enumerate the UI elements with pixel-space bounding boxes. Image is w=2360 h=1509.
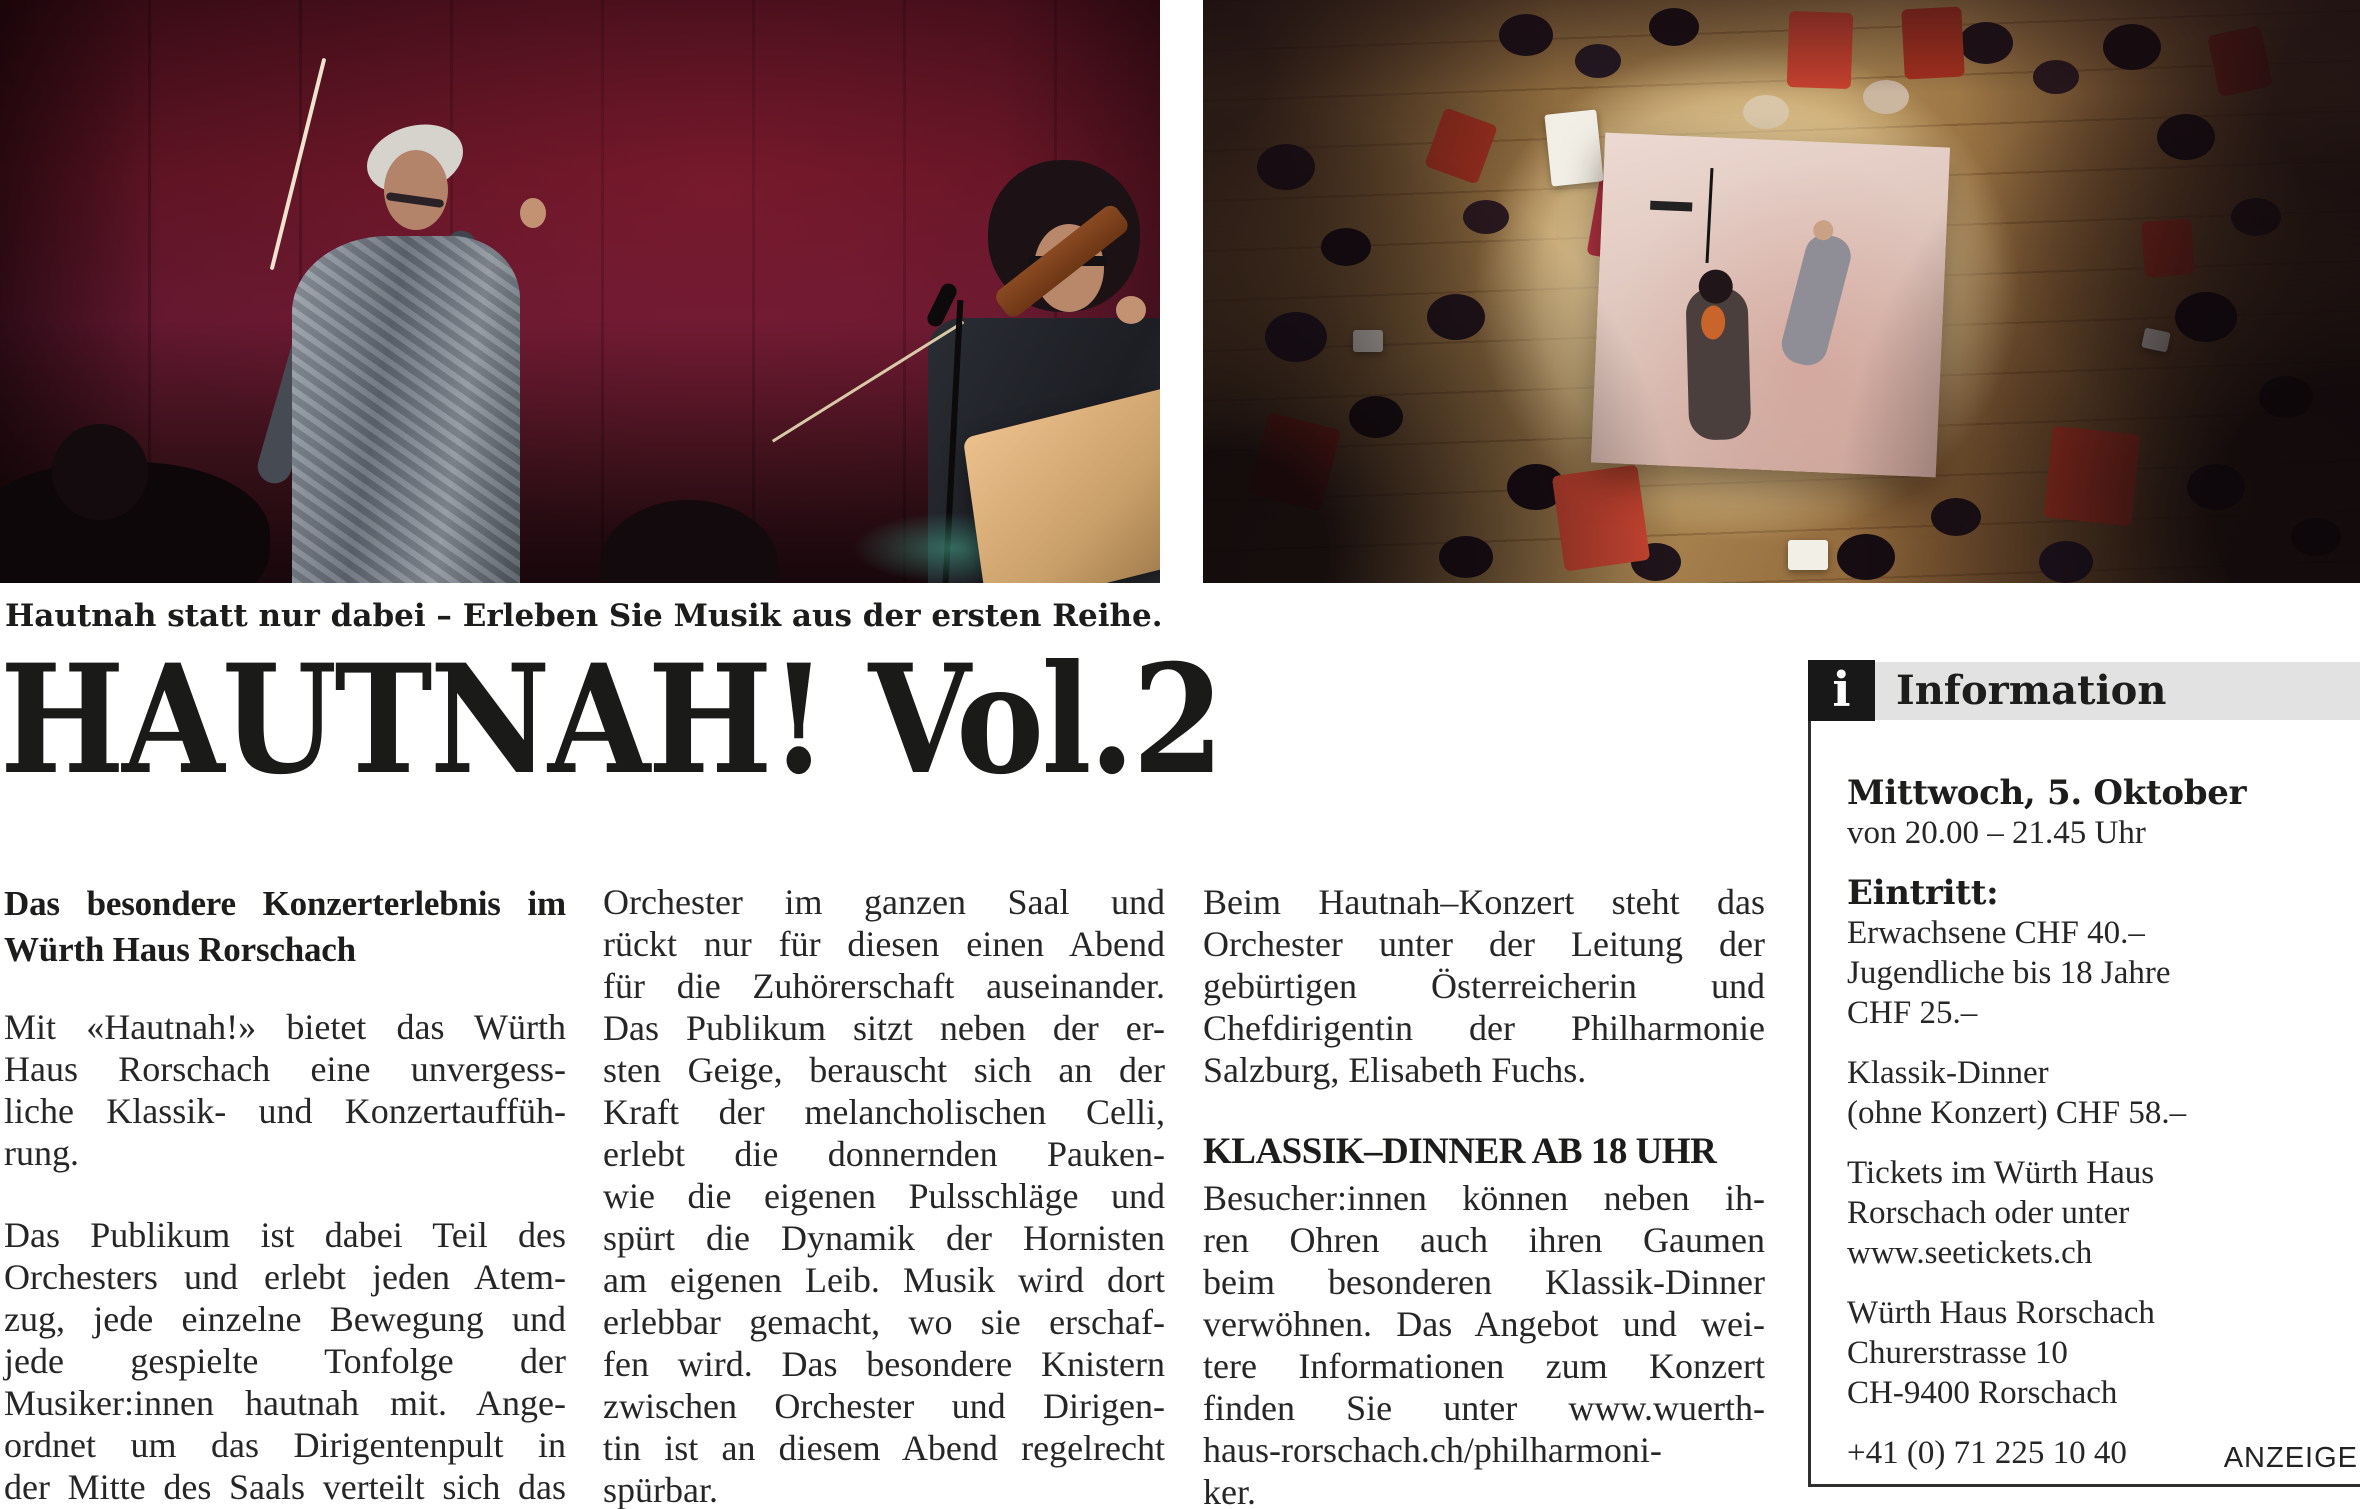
page-title: HAUTNAH! Vol.2 xyxy=(0,632,1222,808)
text-block-para xyxy=(1203,1177,1765,1509)
infobox-line: Klassik-Dinner xyxy=(1847,1055,2049,1091)
text-line: rung. xyxy=(4,1133,79,1173)
text-line: Beim Hautnah–Konzert steht das xyxy=(1203,882,1765,922)
text-line: KLASSIK–DINNER AB 18 UHR xyxy=(1203,1131,1717,1172)
infobox-group xyxy=(1847,873,2352,1033)
text-line: liche Klassik- und Konzertauffüh- xyxy=(4,1091,566,1131)
infobox-line: CHF 25.– xyxy=(1847,995,1978,1031)
text-line: jede gespielte Tonfolge der xyxy=(4,1341,566,1381)
text-line: sten Geige, berauscht sich an der xyxy=(603,1050,1165,1090)
audience-head xyxy=(52,424,148,520)
text-line: Orchesters und erlebt jeden Atem- xyxy=(4,1257,566,1297)
info-icon: i xyxy=(1808,660,1875,721)
text-line: verwöhnen. Das Angebot und wei- xyxy=(1203,1304,1765,1344)
infobox-group xyxy=(1847,773,2352,853)
photo-caption: Hautnah statt nur dabei – Erleben Sie Musik aus der ersten Reihe. xyxy=(5,598,1163,634)
infobox-line: Tickets im Würth Haus xyxy=(1847,1155,2155,1191)
text-line: wie die eigenen Pulsschläge und xyxy=(603,1176,1165,1216)
infobox-line: Eintritt: xyxy=(1847,873,1999,913)
text-block-para xyxy=(1203,881,1765,1091)
infobox-left-rule xyxy=(1808,660,1811,1487)
text-line: Orchester unter der Leitung der xyxy=(1203,924,1765,964)
article-column-2 xyxy=(603,881,1165,1509)
text-line: Das besondere Konzerterlebnis im xyxy=(4,884,566,923)
article-column-3 xyxy=(1203,881,1765,1509)
text-line: erlebt die donnernden Pauken- xyxy=(603,1134,1165,1174)
infobox-line: Rorschach oder unter xyxy=(1847,1195,2130,1231)
text-line: Salzburg, Elisabeth Fuchs. xyxy=(1203,1050,1587,1090)
text-block-para xyxy=(4,1214,566,1508)
text-line: Das Publikum ist dabei Teil des xyxy=(4,1215,566,1255)
infobox-line: www.seetickets.ch xyxy=(1847,1235,2093,1271)
text-line: Würth Haus Rorschach xyxy=(4,930,356,969)
text-line: der Mitte des Saals verteilt sich das xyxy=(4,1467,566,1507)
text-line: Orchester im ganzen Saal und xyxy=(603,882,1165,922)
text-block-subhead xyxy=(1203,1131,1765,1173)
text-line: zwischen Orchester und Dirigen- xyxy=(603,1386,1165,1426)
infobox-title: Information xyxy=(1896,667,2167,714)
text-block-para xyxy=(4,1006,566,1174)
text-line: am eigenen Leib. Musik wird dort xyxy=(603,1260,1165,1300)
text-line: beim besonderen Klassik-Dinner xyxy=(1203,1262,1765,1302)
text-line: spürt die Dynamik der Hornisten xyxy=(603,1218,1165,1258)
anzeige-label: ANZEIGE xyxy=(2223,1442,2358,1474)
infobox-line: Churerstrasse 10 xyxy=(1847,1335,2068,1371)
text-line: haus-rorschach.ch/philharmoni- xyxy=(1203,1430,1662,1470)
text-line: rückt nur für diesen einen Abend xyxy=(603,924,1165,964)
text-line: Kraft der melancholischen Celli, xyxy=(603,1092,1165,1132)
conductor-left-hand xyxy=(520,198,546,228)
text-line: Haus Rorschach eine unvergess- xyxy=(4,1049,566,1089)
conductor-coat xyxy=(292,236,520,583)
infobox-line: (ohne Konzert) CHF 58.– xyxy=(1847,1095,2187,1131)
text-block-heading xyxy=(4,881,566,973)
overhead-audience-photo xyxy=(1203,0,2360,583)
text-line: zug, jede einzelne Bewegung und xyxy=(4,1299,566,1339)
infobox-line: Mittwoch, 5. Oktober xyxy=(1847,773,2247,813)
conductor-head xyxy=(384,150,448,230)
photo-vignette xyxy=(1203,0,2360,583)
infobox-line: Würth Haus Rorschach xyxy=(1847,1295,2155,1331)
text-line: spürbar. xyxy=(603,1470,718,1509)
stage-photo xyxy=(0,0,1160,583)
text-line: fen wird. Das besondere Knistern xyxy=(603,1344,1165,1384)
infobox-group xyxy=(1847,1053,2352,1133)
text-line: erlebbar gemacht, wo sie erschaf- xyxy=(603,1302,1165,1342)
text-line: Musiker:innen hautnah mit. Ange- xyxy=(4,1383,566,1423)
text-line: ren Ohren auch ihren Gaumen xyxy=(1203,1220,1765,1260)
infobox-line: CH-9400 Rorschach xyxy=(1847,1375,2118,1411)
infobox-body xyxy=(1847,765,2352,1493)
text-line: finden Sie unter www.wuerth- xyxy=(1203,1388,1765,1428)
infobox-line: +41 (0) 71 225 10 40 xyxy=(1847,1435,2127,1471)
text-line: tin ist an diesem Abend regelrecht xyxy=(603,1428,1165,1468)
infobox-line: Erwachsene CHF 40.– xyxy=(1847,915,2145,951)
article-column-1 xyxy=(4,881,566,1509)
text-line: Mit «Hautnah!» bietet das Würth xyxy=(4,1007,566,1047)
infobox-line: Jugendliche bis 18 Jahre xyxy=(1847,955,2171,991)
text-line: gebürtigen Österreicherin und xyxy=(1203,966,1765,1006)
text-line: Das Publikum sitzt neben der er- xyxy=(603,1008,1165,1048)
text-line: Besucher:innen können neben ih- xyxy=(1203,1178,1765,1218)
text-line: Chefdirigentin der Philharmonie xyxy=(1203,1008,1765,1048)
text-line: tere Informationen zum Konzert xyxy=(1203,1346,1765,1386)
text-block-para xyxy=(603,881,1165,1509)
infobox-group xyxy=(1847,1153,2352,1273)
infobox-group xyxy=(1847,1293,2352,1413)
text-line: ker. xyxy=(1203,1472,1256,1509)
text-line: für die Zuhörerschaft auseinander. xyxy=(603,966,1165,1006)
text-line: ordnet um das Dirigentenpult in xyxy=(4,1425,566,1465)
infobox-line: von 20.00 – 21.45 Uhr xyxy=(1847,815,2146,851)
violinist-hand xyxy=(1116,296,1146,324)
